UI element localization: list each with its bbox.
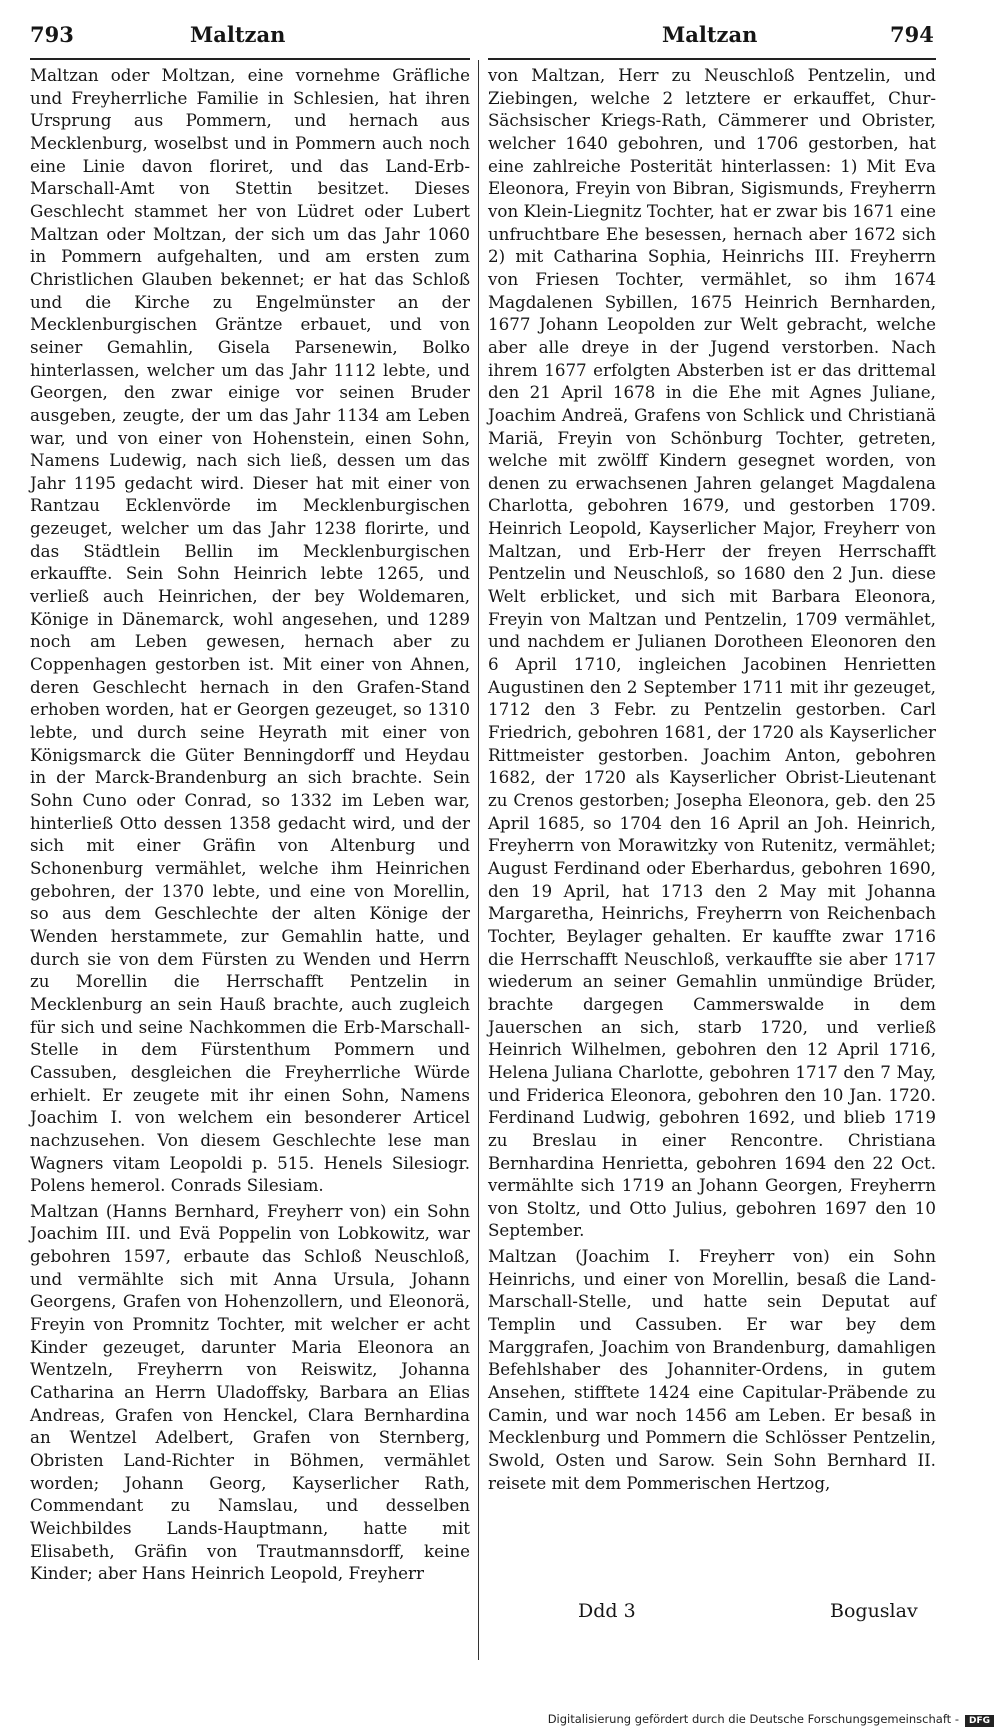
dfg-logo: DFG xyxy=(965,1715,994,1727)
column-divider xyxy=(478,60,479,1660)
header-rule-right xyxy=(488,58,936,60)
header-rule-left xyxy=(30,58,470,60)
paragraph-hanns-bernhard-continued: von Maltzan, Herr zu Neuschloß Pentzelin, und Ziebingen, welche 2 letztere er erkauffet, Chur-Sächsischer Kriegs-Rath, Cämmerer und Obrister, welcher 1640 gebohren, und 1706 gestorben, hat eine zahlreiche Posterität hinterlassen: 1) Mit Eva Eleonora, Freyin von Bibran, Sigismunds, Freyherrn von Klein-Liegnitz Tochter, hat er zwar bis 1671 eine unfruchtbare Ehe besessen, hernach aber 1672 sich 2) mit Catharina Sophia, Heinrichs III. Freyherrn von Friesen Tochter, vermählet, so ihm 1674 Magdalenen Sybillen, 1675 Heinrich Bernharden, 1677 Johann Leopolden zur Welt gebracht, welche aber alle dreye in der Jugend verstorben. Nach ihrem 1677 erfolgten Absterben ist er das drittemal den 21 April 1678 in die Ehe mit Agnes Juliane, Joachim Andreä, Grafens von Schlick und Christianä Mariä, Freyin von Schönburg Tochter, getreten, welche mit zwölff Kindern gesegnet worden, von denen zu erwachsenen Jahren gelanget Magdalena Charlotta, gebohren 1679, und gestorben 1709. Heinrich Leopold, Kayserlicher Major, Freyherr von Maltzan, und Erb-Herr der freyen Herrschafft Pentzelin und Neuschloß, so 1680 den 2 Jun. diese Welt erblicket, und sich mit Barbara Eleonora, Freyin von Maltzan und Pentzelin, 1709 vermählet, und nachdem er Julianen Dorotheen Eleonoren den 6 April 1710, ingleichen Jacobinen Henrietten Augustinen den 2 September 1711 mit ihr gezeuget, 1712 den 3 Febr. zu Pentzelin gestorben. Carl Friedrich, gebohren 1681, der 1720 als Kayserlicher Rittmeister gestorben. Joachim Anton, gebohren 1682, der 1720 als Kayserlicher Obrist-Lieutenant zu Crenos gestorben; Josepha Eleonora, geb. den 25 April 1685, so 1704 den 16 April an Joh. Heinrich, Freyherrn von Morawitzky von Rutenitz, vermählet; August Ferdinand oder Eberhardus, gebohren 1690, den 19 April, hat 1713 den 2 May mit Johanna Margaretha, Heinrichs, Freyherrn von Reichenbach Tochter, Beylager gehalten. Er kauffte zwar 1716 die Herrschafft Neuschloß, verkauffte sie aber 1717 wiederum an seiner Gemahlin unmündige Brüder, brachte dargegen Cammerswalde in dem Jauerschen an sich, starb 1720, und verließ Heinrich Wilhelmen, gebohren den 12 April 1716, Helena Juliana Charlotte, gebohren 1717 den 7 May, und Friderica Eleonora, gebohren den 10 Jan. 1720. Ferdinand Ludwig, gebohren 1692, und blieb 1719 zu Breslau in einer Rencontre. Christiana Bernhardina Henrietta, gebohren 1694 den 22 Oct. vermählte sich 1719 an Johann Georgen, Freyherrn von Stoltz, und Otto Julius, gebohren 1697 den 10 September. xyxy=(488,65,936,1241)
page-number-left: 793 xyxy=(30,22,74,47)
catchword: Boguslav xyxy=(830,1600,918,1622)
page-number-right: 794 xyxy=(890,22,934,47)
paragraph-joachim-i: Maltzan (Joachim I. Freyherr von) ein Sohn Heinrichs, und einer von Morellin, besaß die Land-Marschall-Stelle, und hatte sein Deputat auf Templin und Cassuben. Er war bey dem Marggrafen, Joachim von Brandenburg, damahligen Befehlshaber des Johanniter-Ordens, in gutem Ansehen, stifftete 1424 eine Capitular-Präbende zu Camin, und war noch 1456 am Leben. Er besaß in Mecklenburg und Pommern die Schlösser Pentzelin, Swold, Osten und Sarow. Sein Sohn Bernhard II. reisete mit dem Pommerischen Hertzog, xyxy=(488,1246,936,1493)
paragraph-hanns-bernhard: Maltzan (Hanns Bernhard, Freyherr von) ein Sohn Joachim III. und Evä Poppelin von Lobkowitz, war gebohren 1597, erbaute das Schloß Neuschloß, und vermählte sich mit Anna Ursula, Johann Georgens, Grafen von Hohenzollern, und Eleonorä, Freyin von Promnitz Tochter, mit welcher er acht Kinder gezeuget, darunter Maria Eleonora an Wentzeln, Freyherrn von Reiswitz, Johanna Catharina an Herrn Uladoffsky, Barbara an Elias Andreas, Grafen von Henckel, Clara Bernhardina an Wentzel Adelbert, Grafen von Sternberg, Obristen Land-Richter in Böhmen, vermählet worden; Johann Georg, Kayserlicher Rath, Commendant zu Namslau, und desselben Weichbildes Lands-Hauptmann, hatte mit Elisabeth, Gräfin von Trautmannsdorff, keine Kinder; aber Hans Heinrich Leopold, Freyherr xyxy=(30,1200,470,1584)
right-column xyxy=(488,64,936,1494)
left-column xyxy=(30,64,470,1585)
footer-credit xyxy=(548,1712,1000,1730)
running-head-right: Maltzan xyxy=(662,22,758,47)
paragraph-maltzan-family: Maltzan oder Moltzan, eine vornehme Gräfliche und Freyherrliche Familie in Schlesien, hat ihren Ursprung aus Pommern, und hernach aus Mecklenburg, woselbst und in Pommern auch noch eine Linie davon floriret, und das Land-Erb-Marschall-Amt von Stettin besitzet. Dieses Geschlecht stammet her von Lüdret oder Lubert Maltzan oder Moltzan, der sich um das Jahr 1060 in Pommern aufgehalten, und am ersten zum Christlichen Glauben bekennet; er hat das Schloß und die Kirche zu Engelmünster an der Mecklenburgischen Gräntze erbauet, und von seiner Gemahlin, Gisela Parsenewin, Bolko hinterlassen, welcher um das Jahr 1112 lebte, und Georgen, den zwar einige vor seinen Bruder ausgeben, zeugte, der um das Jahr 1134 am Leben war, und von einer von Hohenstein, einen Sohn, Namens Ludewig, nach sich ließ, dessen um das Jahr 1195 gedacht wird. Dieser hat mit einer von Rantzau Ecklenvörde im Mecklenburgischen gezeuget, welcher um das Jahr 1238 florirte, und das Städtlein Bellin im Mecklenburgischen erkauffte. Sein Sohn Heinrich lebte 1265, und verließ auch Heinrichen, der bey Woldemaren, Könige in Dänemarck, wohl angesehen, und 1289 noch am Leben gewesen, hernach aber zu Coppenhagen gestorben ist. Mit einer von Ahnen, deren Geschlecht hernach in den Grafen-Stand erhoben worden, hat er Georgen gezeuget, so 1310 lebte, und durch seine Heyrath mit einer von Königsmarck die Güter Benningdorff und Heydau in der Marck-Brandenburg an sich brachte. Sein Sohn Cuno oder Conrad, so 1332 im Leben war, hinterließ Otto dessen 1358 gedacht wird, und der sich mit einer Gräfin von Altenburg und Schonenburg vermählet, welche ihm Heinrichen gebohren, der 1370 lebte, und eine von Morellin, so aus dem Geschlechte der alten Könige der Wenden herstammete, zur Gemahlin hatte, und durch sie von dem Fürsten zu Wenden und Herrn zu Morellin die Herrschafft Pentzelin in Mecklenburg an sein Hauß brachte, auch zugleich für sich und seine Nachkommen die Erb-Marschall-Stelle in dem Fürstenthum Pommern und Cassuben, desgleichen die Freyherrliche Würde erhielt. Er zeugete mit ihr einen Sohn, Namens Joachim I. von welchem ein besonderer Articel nachzusehen. Von diesem Geschlechte lese man Wagners vitam Leopoldi p. 515. Henels Silesiogr. Polens hemerol. Conrads Silesiam. xyxy=(30,65,470,1196)
signature-mark: Ddd 3 xyxy=(578,1600,636,1622)
running-head-left: Maltzan xyxy=(190,22,286,47)
footer-text: Digitalisierung gefördert durch die Deutsche Forschungsgemeinschaft - xyxy=(547,1712,959,1726)
